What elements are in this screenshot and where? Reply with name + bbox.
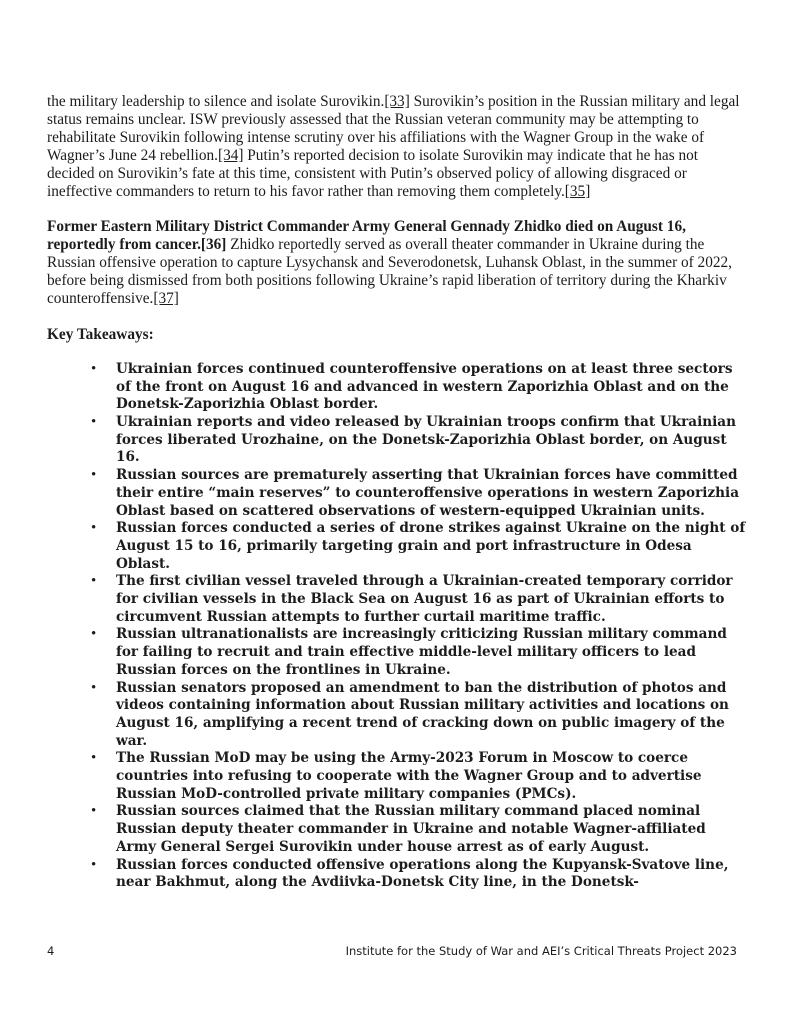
paragraph-surovikin: [47, 93, 747, 200]
footnote-link-37[interactable]: [37]: [153, 290, 179, 308]
paragraph-text: Putin’s reported decision to isolate Surovikin may indicate that he has not decided on Surovikin’s fate at this time, consistent with Putin’s observed policy of allowing disgraced or ineffective commanders to return to his favor rather than removing them completely.: [47, 146, 699, 200]
paragraph-text: Zhidko reportedly served as overall theater commander in Ukraine during the Russian offensive operation to capture Lysychansk and Severodonetsk, Luhansk Oblast, in the summer of 2022, before being dismissed from both positions following Ukraine’s rapid liberation of territory during the Kharkiv counteroffensive.: [47, 236, 732, 308]
list-item: • The first civilian vessel traveled through a Ukrainian-created temporary corridor for civilian vessels in the Black Sea on August 16 as part of Ukrainian efforts to circumvent Russian attempts to further curtail maritime traffic.: [116, 573, 747, 626]
footnote-link-35[interactable]: [35]: [564, 182, 591, 200]
list-item: • Ukrainian forces continued counteroffensive operations on at least three sectors of the front on August 16 and advanced in western Zaporizhia Oblast and on the Donetsk-Zaporizhia Oblast border.: [116, 361, 747, 414]
key-takeaways-heading: Key Takeaways:: [47, 325, 154, 343]
list-item: • Ukrainian reports and video released by Ukrainian troops confirm that Ukrainian forces liberated Urozhaine, on the Donetsk-Zaporizhia Oblast border, on August 16.: [116, 414, 747, 467]
document-body: [47, 93, 747, 892]
list-item: • Russian sources are prematurely asserting that Ukrainian forces have committed their entire “main reserves” to counteroffensive operations in western Zaporizhia Oblast based on scattered observations of western-equipped Ukrainian units.: [116, 467, 747, 520]
page-number: 4: [47, 944, 55, 958]
paragraph-zhidko: [47, 218, 747, 308]
list-item: • Russian sources claimed that the Russian military command placed nominal Russian deputy theater commander in Ukraine and notable Wagner-affiliated Army General Sergei Surovikin under house arrest as of early August.: [116, 803, 747, 856]
paragraph-lead-bold: Former Eastern Military District Commander Army General Gennady Zhidko died on August 16, reportedly from cancer.[36]: [47, 218, 686, 254]
paragraph-text: Surovikin’s position in the Russian military and legal status remains unclear. ISW previously assessed that the Russian veteran community may be attempting to rehabilitate Surovikin following intense scrutiny over his affiliations with the Wagner Group in the wake of Wagner’s June 24 rebellion.: [47, 93, 740, 164]
list-item: • Russian senators proposed an amendment to ban the distribution of photos and videos containing information about Russian military activities and locations on August 16, amplifying a recent trend of cracking down on public imagery of the war.: [116, 680, 747, 751]
list-item: • The Russian MoD may be using the Army-2023 Forum in Moscow to coerce countries into refusing to cooperate with the Wagner Group and to advertise Russian MoD-controlled private military companies (PMCs).: [116, 750, 747, 803]
footnote-link-33[interactable]: [33]: [384, 93, 410, 110]
footer-source: Institute for the Study of War and AEI’s Critical Threats Project 2023: [345, 944, 737, 958]
list-item: • Russian ultranationalists are increasingly criticizing Russian military command for failing to recruit and train effective middle-level military officers to lead Russian forces on the frontlines in Ukraine.: [116, 626, 747, 679]
key-takeaways-list: [47, 361, 747, 892]
paragraph-text: the military leadership to silence and isolate Surovikin.: [47, 93, 385, 110]
footnote-link-34[interactable]: [34]: [217, 146, 244, 164]
list-item: • Russian forces conducted offensive operations along the Kupyansk-Svatove line, near Bakhmut, along the Avdiivka-Donetsk City line, in the Donetsk-: [116, 857, 747, 892]
list-item: • Russian forces conducted a series of drone strikes against Ukraine on the night of August 15 to 16, primarily targeting grain and port infrastructure in Odesa Oblast.: [116, 520, 747, 573]
